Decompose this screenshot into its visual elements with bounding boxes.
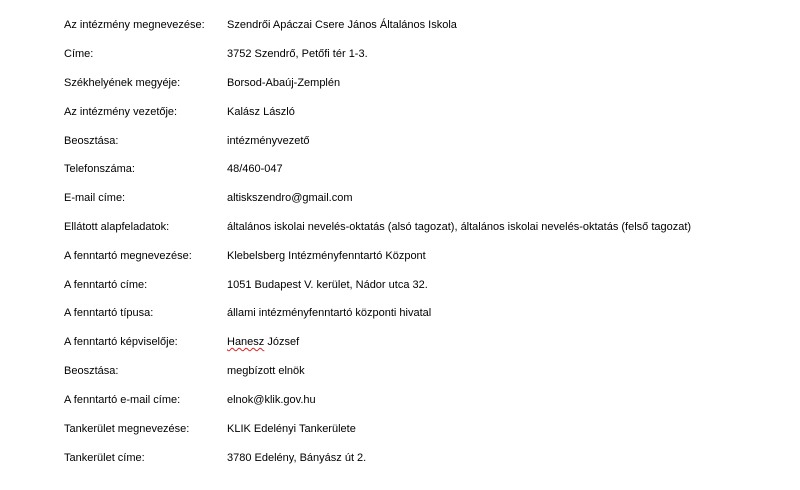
row-label: Székhelyének megyéje: [64, 77, 181, 89]
info-row-director [0, 103, 800, 121]
row-value: elnok@klik.gov.hu [227, 394, 316, 406]
row-value: 1051 Budapest V. kerület, Nádor utca 32. [227, 279, 428, 291]
row-label: Ellátott alapfeladatok: [64, 221, 170, 233]
row-label: A fenntartó e-mail címe: [64, 394, 181, 406]
row-value: 48/460-047 [227, 163, 283, 175]
row-label: Az intézmény vezetője: [64, 106, 178, 118]
row-label: E-mail címe: [64, 192, 126, 204]
info-row-maintainer-name [0, 247, 800, 265]
info-row-core-tasks [0, 218, 800, 236]
row-label: Tankerület megnevezése: [64, 423, 190, 435]
row-label: Beosztása: [64, 135, 119, 147]
row-value: általános iskolai nevelés-oktatás (alsó tagozat), általános iskolai nevelés-oktatás (felső tagozat) [227, 221, 692, 233]
info-row-district-address [0, 449, 800, 467]
row-value: állami intézményfenntartó központi hivatal [227, 307, 432, 319]
info-row-maintainer-email [0, 391, 800, 409]
row-label: A fenntartó megnevezése: [64, 250, 192, 262]
row-label: Telefonszáma: [64, 163, 135, 175]
info-row-position [0, 132, 800, 150]
info-row-institution-name [0, 16, 800, 34]
row-value: Klebelsberg Intézményfenntartó Központ [227, 250, 426, 262]
row-label: A fenntartó képviselője: [64, 336, 178, 348]
row-label: A fenntartó címe: [64, 279, 148, 291]
row-value: KLIK Edelényi Tankerülete [227, 423, 356, 435]
row-value: 3780 Edelény, Bányász út 2. [227, 452, 367, 464]
row-value: 3752 Szendrő, Petőfi tér 1-3. [227, 48, 368, 60]
row-value [227, 333, 299, 351]
info-row-maintainer-position [0, 362, 800, 380]
info-row-address [0, 45, 800, 63]
info-row-county [0, 74, 800, 92]
row-label: Címe: [64, 48, 94, 60]
row-value-rest: József [264, 336, 300, 348]
info-row-district-name [0, 420, 800, 438]
spellcheck-flagged-word: Hanesz [227, 336, 265, 348]
row-value: megbízott elnök [227, 365, 305, 377]
row-label: Beosztása: [64, 365, 119, 377]
row-value: Kalász László [227, 106, 295, 118]
row-label: A fenntartó típusa: [64, 307, 154, 319]
row-value: Borsod-Abaúj-Zemplén [227, 77, 341, 89]
info-row-email [0, 189, 800, 207]
row-value: Szendrői Apáczai Csere János Általános Iskola [227, 19, 457, 31]
info-row-phone [0, 160, 800, 178]
row-value: altiskszendro@gmail.com [227, 192, 353, 204]
row-value: intézményvezető [227, 135, 310, 147]
info-row-maintainer-address [0, 276, 800, 294]
row-label: Az intézmény megnevezése: [64, 19, 205, 31]
info-row-maintainer-type [0, 304, 800, 322]
info-row-maintainer-representative [0, 333, 800, 351]
row-label: Tankerület címe: [64, 452, 145, 464]
